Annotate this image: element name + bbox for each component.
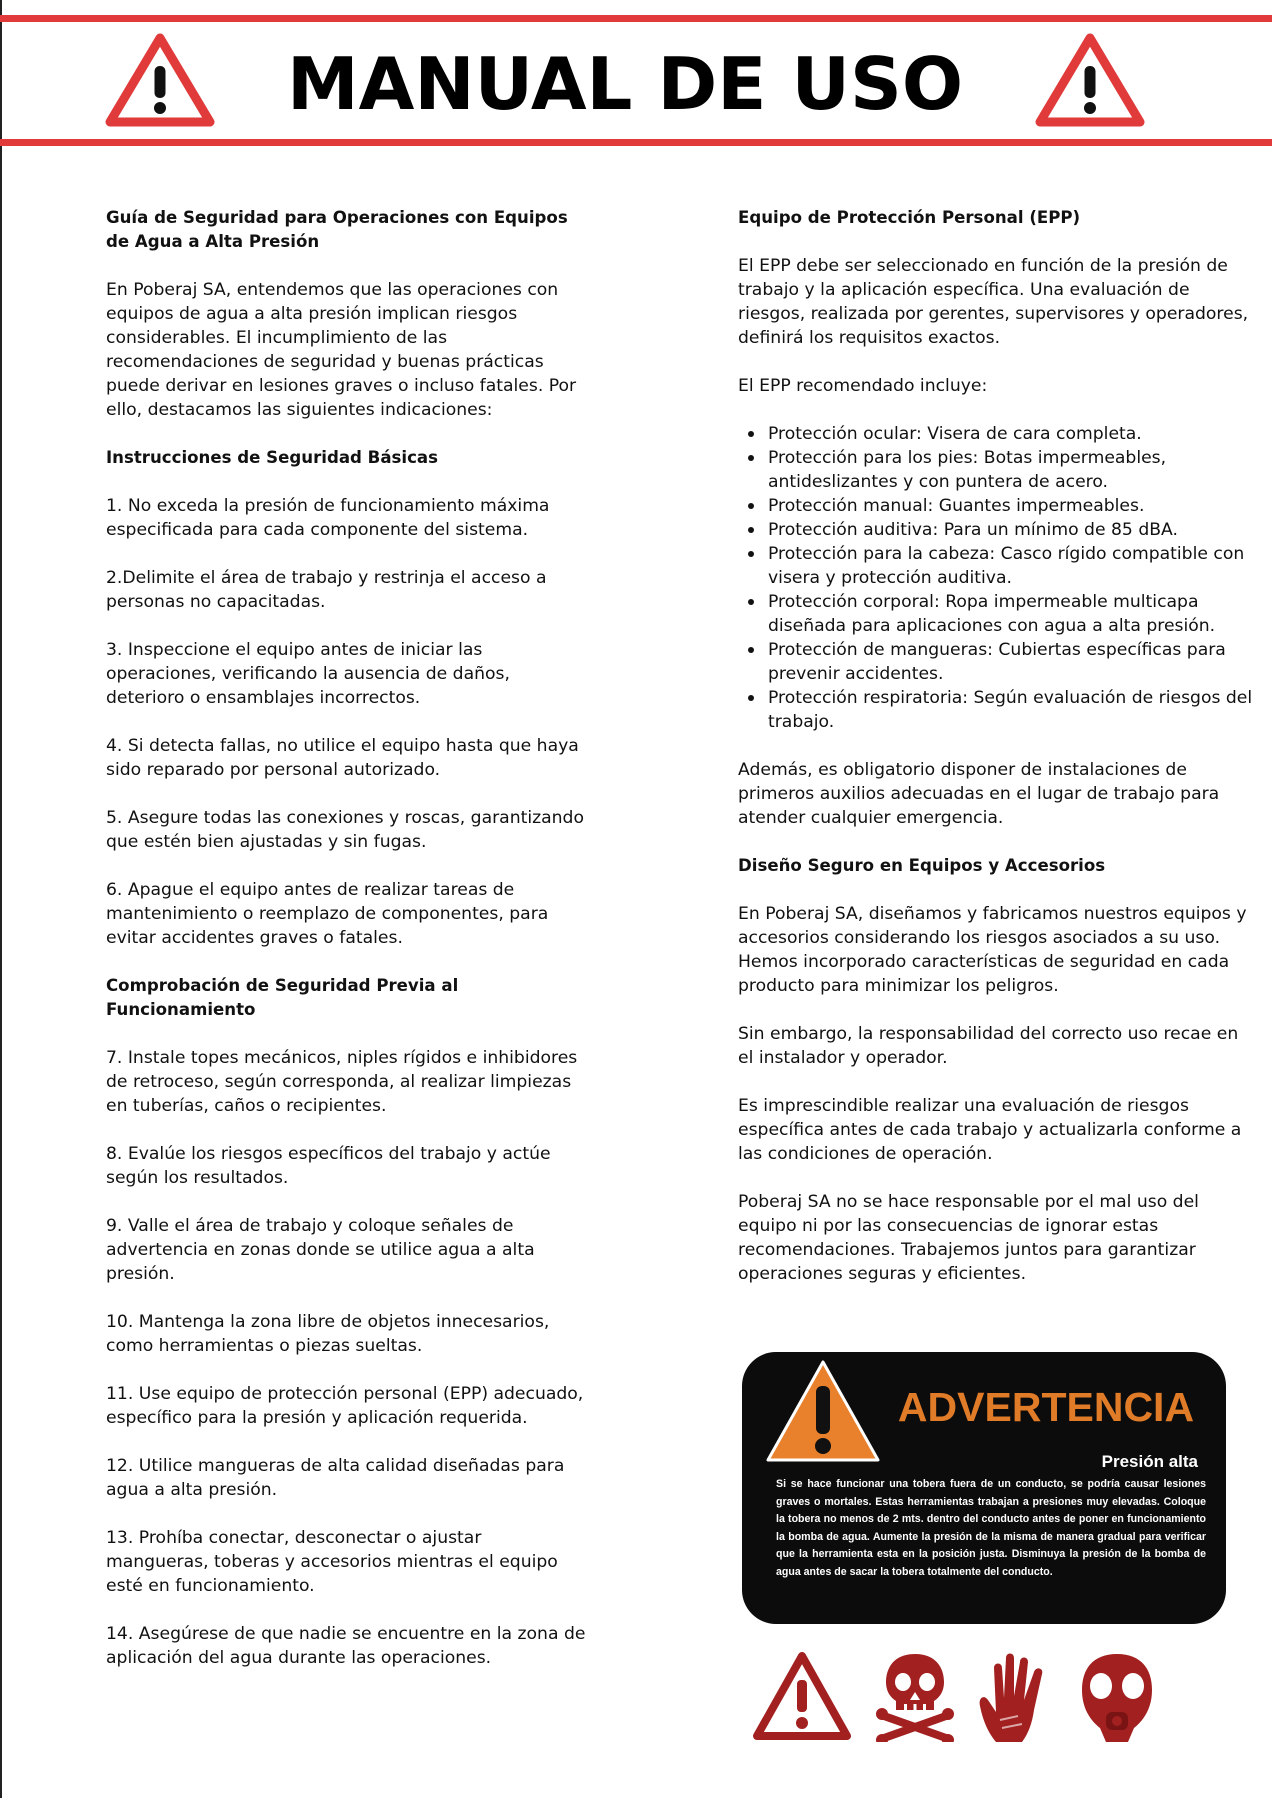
gas-mask-icon — [1076, 1650, 1158, 1750]
warning-triangle-icon — [1034, 32, 1146, 128]
instruction-item: 13. Prohíba conectar, desconectar o ajustar mangueras, toberas y accesorios mientras el equipo esté en funcionamiento. — [106, 1528, 558, 1596]
safe-design-heading: Diseño Seguro en Equipos y Accesorios — [738, 856, 1106, 875]
page-edge — [0, 0, 2, 1798]
epp-intro: El EPP debe ser seleccionado en función de la presión de trabajo y la aplicación específica. Una evaluación de riesgos, realizada por gerentes, supervisores y operadores, definirá los requisitos exactos. — [738, 256, 1249, 348]
instruction-item: 9. Valle el área de trabajo y coloque señales de advertencia en zonas donde se utilice agua a alta presión. — [106, 1216, 535, 1284]
basic-instructions-heading: Instrucciones de Seguridad Básicas — [106, 448, 439, 467]
first-aid-paragraph: Además, es obligatorio disponer de instalaciones de primeros auxilios adecuadas en el lugar de trabajo para atender cualquier emergencia. — [738, 760, 1220, 828]
guide-heading: Guía de Seguridad para Operaciones con Equipos de Agua a Alta Presión — [106, 208, 568, 251]
design-paragraph: Poberaj SA no se hace responsable por el mal uso del equipo ni por las consecuencias de ignorar estas recomendaciones. Trabajemos juntos para garantizar operaciones seguras y eficientes. — [738, 1192, 1199, 1284]
warning-label-text: Si se hace funcionar una tobera fuera de un conducto, se podría causar lesiones graves o mortales. Estas herramientas trabajan a presiones muy elevadas. Coloque la tobera no menos de 2 mts. dentro del conducto antes de poner en funcionamiento la bomba de agua. Aumente la presión de la misma de manera gradual para verificar que la herramienta esta en la posición justa. Disminuya la presión de la bomba de agua antes de sacar la tobera totalmente del conducto. — [776, 1478, 1206, 1578]
pre-operation-check-heading: Comprobación de Seguridad Previa al Funcionamiento — [106, 976, 459, 1019]
instruction-item: 5. Asegure todas las conexiones y roscas, garantizando que estén bien ajustadas y sin fugas. — [106, 808, 584, 852]
epp-list — [738, 422, 1258, 734]
list-item: Protección para la cabeza: Casco rígido compatible con visera y protección auditiva. — [738, 542, 1258, 590]
page-header — [0, 0, 1272, 150]
list-item: Protección auditiva: Para un mínimo de 85 dBA. — [738, 518, 1258, 542]
warning-triangle-icon — [104, 32, 216, 128]
skull-crossbones-icon — [876, 1650, 954, 1742]
list-item: Protección para los pies: Botas impermeables, antideslizantes y con puntera de acero. — [738, 446, 1258, 494]
list-item: Protección de mangueras: Cubiertas específicas para prevenir accidentes. — [738, 638, 1258, 686]
design-paragraph: Sin embargo, la responsabilidad del correcto uso recae en el instalador y operador. — [738, 1024, 1239, 1068]
instruction-item: 14. Asegúrese de que nadie se encuentre en la zona de aplicación del agua durante las operaciones. — [106, 1624, 586, 1668]
instruction-item: 1. No exceda la presión de funcionamiento máxima especificada para cada componente del sistema. — [106, 496, 550, 540]
instruction-item: 2.Delimite el área de trabajo y restrinja el acceso a personas no capacitadas. — [106, 568, 547, 612]
warning-triangle-icon — [764, 1358, 882, 1466]
design-paragraph: Es imprescindible realizar una evaluación de riesgos específica antes de cada trabajo y actualizarla conforme a las condiciones de operación. — [738, 1096, 1242, 1164]
instruction-item: 6. Apague el equipo antes de realizar tareas de mantenimiento o reemplazo de componentes, para evitar accidentes graves o fatales. — [106, 880, 549, 948]
epp-list-title: El EPP recomendado incluye: — [738, 376, 988, 396]
warning-triangle-icon — [752, 1650, 852, 1742]
warning-label-title: ADVERTENCIA — [897, 1384, 1195, 1430]
instruction-item: 3. Inspeccione el equipo antes de iniciar las operaciones, verificando la ausencia de daños, deterioro o ensamblajes incorrectos. — [106, 640, 510, 708]
hazard-icons — [740, 1650, 1160, 1760]
right-column — [738, 206, 1258, 1310]
list-item: Protección corporal: Ropa impermeable multicapa diseñada para aplicaciones con agua a alta presión. — [738, 590, 1258, 638]
instruction-item: 8. Evalúe los riesgos específicos del trabajo y actúe según los resultados. — [106, 1144, 551, 1188]
list-item: Protección respiratoria: Según evaluación de riesgos del trabajo. — [738, 686, 1258, 734]
warning-label — [742, 1352, 1226, 1624]
intro-paragraph: En Poberaj SA, entendemos que las operaciones con equipos de agua a alta presión implican riesgos considerables. El incumplimiento de las recomendaciones de seguridad y buenas prácticas puede derivar en lesiones graves o incluso fatales. Por ello, destacamos las siguientes indicaciones: — [106, 280, 577, 420]
epp-heading: Equipo de Protección Personal (EPP) — [738, 208, 1081, 227]
instruction-item: 7. Instale topes mecánicos, niples rígidos e inhibidores de retroceso, según corresponda, al realizar limpiezas en tuberías, caños o recipientes. — [106, 1048, 578, 1116]
header-bottom-rule — [0, 139, 1272, 146]
list-item: Protección ocular: Visera de cara completa. — [738, 422, 1258, 446]
design-paragraph: En Poberaj SA, diseñamos y fabricamos nuestros equipos y accesorios considerando los riesgos asociados a su uso. Hemos incorporado características de seguridad en cada producto para minimizar los peligros. — [738, 904, 1247, 996]
hand-icon — [976, 1650, 1052, 1746]
list-item: Protección manual: Guantes impermeables. — [738, 494, 1258, 518]
instruction-item: 4. Si detecta fallas, no utilice el equipo hasta que haya sido reparado por personal autorizado. — [106, 736, 579, 780]
page-title: MANUAL DE USO — [286, 42, 964, 126]
header-top-rule — [0, 15, 1272, 22]
left-column — [106, 206, 586, 1694]
instruction-item: 10. Mantenga la zona libre de objetos innecesarios, como herramientas o piezas sueltas. — [106, 1312, 550, 1356]
warning-label-subtitle: Presión alta — [1101, 1452, 1198, 1471]
instruction-item: 12. Utilice mangueras de alta calidad diseñadas para agua a alta presión. — [106, 1456, 565, 1500]
instruction-item: 11. Use equipo de protección personal (EPP) adecuado, específico para la presión y aplicación requerida. — [106, 1384, 584, 1428]
